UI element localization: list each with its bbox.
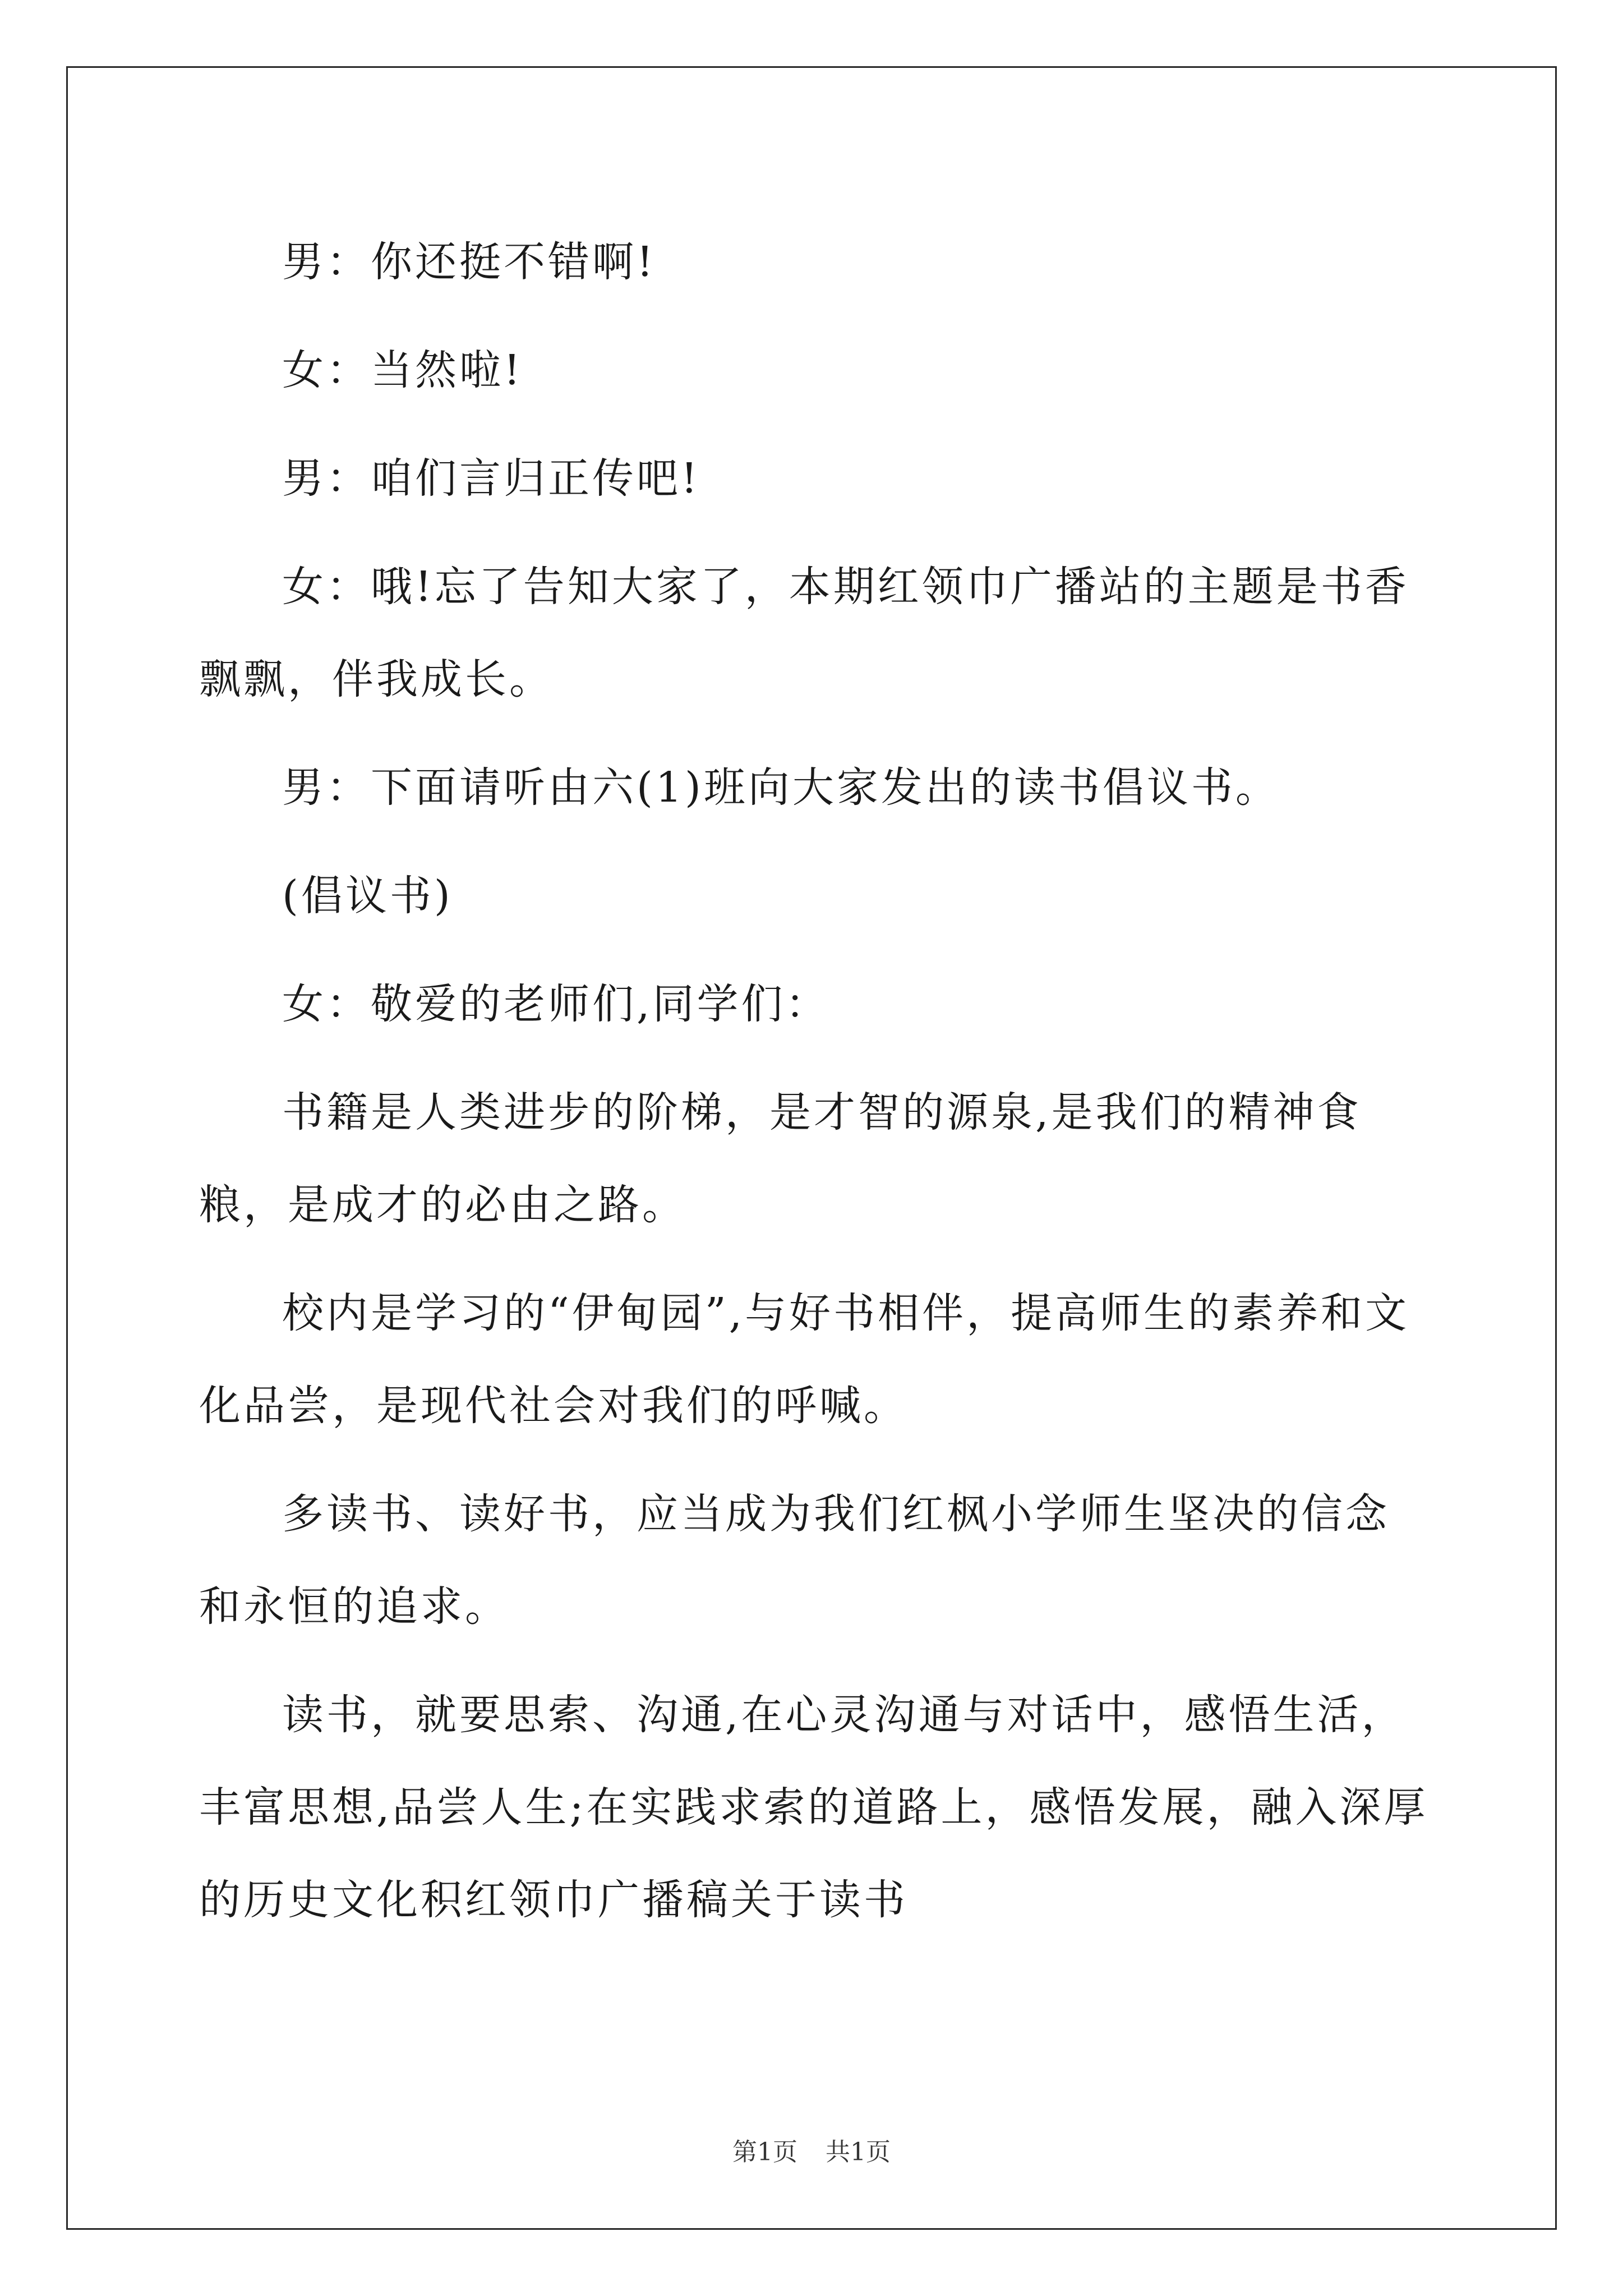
document-body <box>199 216 1433 1962</box>
paragraph: 校内是学习的“伊甸园”,与好书相伴，提高师生的素养和文化品尝，是现代社会对我们的呼喊。 <box>199 1289 1410 1430</box>
paragraph: 女：敬爱的老师们,同学们： <box>282 980 830 1028</box>
paragraph: 男：下面请听由六(1)班向大家发出的读书倡议书。 <box>282 763 1280 812</box>
paragraph: 多读书、读好书，应当成为我们红枫小学师生坚决的信念和永恒的追求。 <box>199 1490 1390 1631</box>
paragraph: 女：当然啦! <box>282 346 523 394</box>
page-footer <box>0 2132 1623 2168</box>
paragraph: (倡议书) <box>282 872 453 920</box>
paragraph: 男：咱们言归正传吧! <box>282 454 700 503</box>
paragraph: 读书，就要思索、沟通,在心灵沟通与对话中，感悟生活，丰富思想,品尝人生;在实践求索的道路上，感悟发展，融入深厚的历史文化积红领巾广播稿关于读书 <box>199 1691 1428 1924</box>
paragraph: 女：哦!忘了告知大家了，本期红领巾广播站的主题是书香飘飘，伴我成长。 <box>199 563 1409 703</box>
total-pages: 共1页 <box>826 2138 891 2166</box>
paragraph: 书籍是人类进步的阶梯，是才智的源泉,是我们的精神食粮，是成才的必由之路。 <box>199 1088 1362 1229</box>
page-number: 第1页 <box>732 2138 797 2166</box>
paragraph: 男：你还挺不错啊! <box>282 238 656 286</box>
